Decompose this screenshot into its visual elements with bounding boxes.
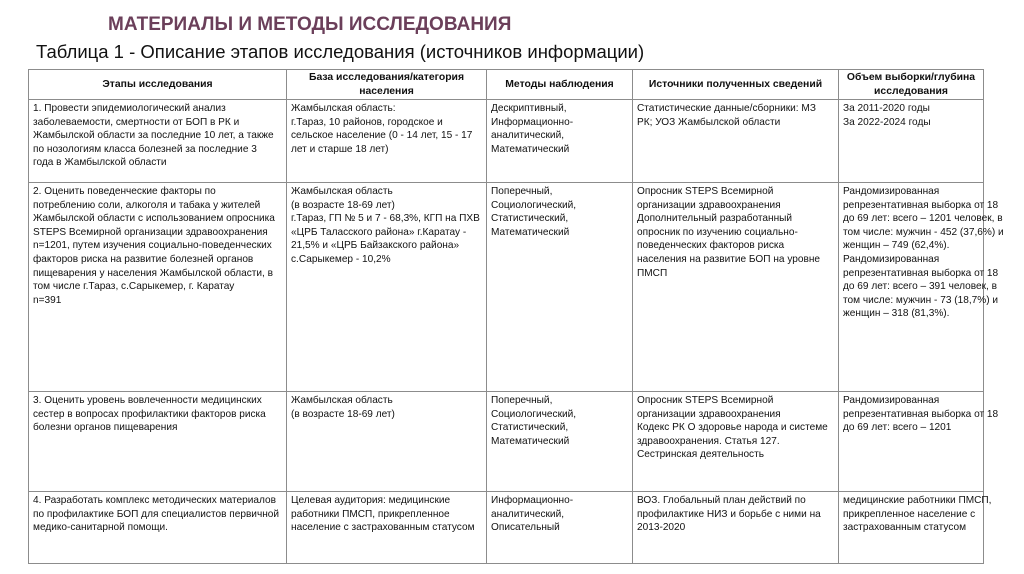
cell-line: том числе: мужчин - 452 (37,6%) и (843, 226, 1004, 238)
cell-line: факторов риска на развитие болезней органов (33, 253, 254, 265)
research-stages-table (28, 69, 1004, 564)
cell-line: потреблению соли, алкоголя и табака у жителей (33, 199, 261, 211)
cell-line: заболеваемости, смертности от БОП в РК и (33, 116, 240, 128)
cell-line: Жамбылская область: (291, 103, 396, 114)
table-header-row (29, 70, 984, 100)
cell-line: ВОЗ. Глобальный план действий по (637, 495, 806, 506)
cell-line: Жамбылской области с использованием опросника (33, 213, 275, 225)
cell-line: Описательный (491, 522, 560, 534)
cell-line: организации здравоохранения (637, 199, 781, 211)
table-cell-stage (29, 492, 287, 564)
table-cell-sample (839, 392, 999, 492)
cell-line: здравоохранения. Статья 127. (637, 435, 780, 447)
cell-line: по профилактике БОП для специалистов первичной (33, 508, 280, 520)
cell-line: том числе г.Тараз, с.Сарыкемер, г. Каратау (33, 281, 235, 293)
table-cell-sources (633, 100, 839, 183)
table-row (29, 492, 984, 564)
cell-line: Информационно- (491, 116, 574, 128)
header-stages: Этапы исследования (29, 70, 287, 100)
cell-line: 1. Провести эпидемиологический анализ (33, 103, 226, 114)
table-cell-base (287, 183, 487, 392)
table-row (29, 392, 984, 492)
cell-line: Рандомизированная (843, 395, 940, 406)
cell-line: женщин – 318 (81,3%). (843, 308, 950, 320)
cell-line: до 69 лет: всего – 1201 (843, 422, 952, 434)
cell-line: опросник по изучению социально- (637, 226, 798, 238)
cell-line: профилактике НИЗ и борьбе с ними на (637, 508, 821, 520)
header-sources: Источники полученных сведений (633, 70, 839, 100)
cell-line: n=391 (33, 294, 62, 306)
cell-line: Статистические данные/сборники: МЗ (637, 103, 816, 114)
cell-line: сестер в вопросах профилактики факторов риска (33, 408, 266, 420)
cell-line: Математический (491, 435, 570, 447)
table-cell-methods (487, 392, 633, 492)
cell-line: За 2022-2024 годы (843, 116, 931, 128)
cell-line: медико-санитарной помощи. (33, 522, 168, 534)
cell-line: (в возрасте 18-69 лет) (291, 408, 395, 420)
table-cell-stage (29, 100, 287, 183)
cell-line: с.Сарыкемер - 10,2% (291, 253, 391, 265)
cell-line: Статистический, (491, 422, 569, 434)
cell-line: аналитический, (491, 508, 565, 520)
cell-line: «ЦРБ Таласского района» г.Каратау - (291, 226, 467, 238)
cell-line: населения на развитие БОП на уровне (637, 253, 821, 265)
cell-line: репрезентативная выборка от 18 (843, 408, 999, 420)
cell-line: n=1201, путем изучения социально-поведенческих (33, 240, 272, 252)
cell-line: Рандомизированная (843, 253, 940, 265)
cell-line: 2013-2020 (637, 522, 686, 534)
table-cell-base (287, 100, 487, 183)
cell-line: пищеварения у населения Жамбылской области, в (33, 267, 273, 279)
cell-line: Математический (491, 226, 570, 238)
cell-line: поведенческих факторов риска (637, 240, 785, 252)
cell-line: РК; УОЗ Жамбылской области (637, 116, 781, 128)
cell-line: Социологический, (491, 199, 577, 211)
table-cell-sources (633, 492, 839, 564)
cell-line: прикрепленное население с (843, 508, 976, 520)
cell-line: Жамбылская область (291, 395, 393, 406)
cell-line: STEPS Всемирной организации здравоохранения (33, 226, 268, 238)
header-methods: Методы наблюдения (487, 70, 633, 100)
cell-line: Дополнительный разработанный (637, 213, 793, 225)
cell-line: Жамбылской области за последние 10 лет, а также (33, 130, 274, 142)
header-sample: Объем выборки/глубина исследования (839, 70, 984, 100)
cell-line: лет и старше 18 лет) (291, 143, 389, 155)
cell-line: Поперечный, (491, 186, 553, 197)
cell-line: женщин – 749 (62,4%). (843, 240, 950, 252)
cell-line: 21,5% и «ЦРБ Байзакского района» (291, 240, 460, 252)
cell-line: ПМСП (637, 267, 668, 279)
cell-line: года в Жамбылской области (33, 157, 167, 169)
cell-line: Математический (491, 143, 570, 155)
cell-line: болезни органов пищеварения (33, 422, 178, 434)
cell-line: организации здравоохранения (637, 408, 781, 420)
table-cell-sources (633, 392, 839, 492)
cell-line: Информационно- (491, 495, 574, 506)
cell-line: Социологический, (491, 408, 577, 420)
table-cell-methods (487, 492, 633, 564)
cell-line: том числе: мужчин - 73 (18,7%) и (843, 294, 999, 306)
cell-line: работники ПМСП, прикрепленное (291, 508, 450, 520)
table-cell-sources (633, 183, 839, 392)
cell-line: застрахованным статусом (843, 522, 967, 534)
cell-line: Дескриптивный, (491, 103, 567, 114)
cell-line: За 2011-2020 годы (843, 103, 930, 114)
section-heading: МАТЕРИАЛЫ И МЕТОДЫ ИССЛЕДОВАНИЯ (108, 14, 512, 35)
cell-line: по нозологиям класса болезней за последние 3 (33, 143, 257, 155)
table-caption: Таблица 1 - Описание этапов исследования (источников информации) (36, 41, 645, 62)
cell-line: Сестринская деятельность (637, 449, 764, 461)
cell-line: г.Тараз, 10 районов, городское и (291, 116, 443, 128)
cell-line: до 69 лет: всего – 391 человек, в (843, 281, 997, 293)
cell-line: Опросник STEPS Всемирной (637, 395, 774, 406)
cell-line: до 69 лет: всего – 1201 человек, в (843, 213, 1003, 225)
cell-line: (в возрасте 18-69 лет) (291, 199, 395, 211)
table-row (29, 183, 984, 392)
table-cell-sample (839, 183, 1004, 392)
table-row (29, 100, 984, 183)
cell-line: 3. Оценить уровень вовлеченности медицинских (33, 395, 262, 406)
table-cell-methods (487, 183, 633, 392)
cell-line: Кодекс РК О здоровье народа и системе (637, 422, 828, 434)
cell-line: 4. Разработать комплекс методических материалов (33, 495, 276, 506)
cell-line: медицинские работники ПМСП, (843, 495, 992, 506)
header-base: База исследования/категория населения (287, 70, 487, 100)
cell-line: аналитический, (491, 130, 565, 142)
cell-line: 2. Оценить поведенческие факторы по (33, 186, 216, 197)
cell-line: сельское население (0 - 14 лет, 15 - 17 (291, 130, 473, 142)
cell-line: Опросник STEPS Всемирной (637, 186, 774, 197)
cell-line: г.Тараз, ГП № 5 и 7 - 68,3%, КГП на ПХВ (291, 213, 480, 225)
cell-line: Статистический, (491, 213, 569, 225)
table-cell-stage (29, 183, 287, 392)
cell-line: Жамбылская область (291, 186, 393, 197)
cell-line: Рандомизированная (843, 186, 940, 197)
cell-line: Целевая аудитория: медицинские (291, 495, 451, 506)
table-cell-methods (487, 100, 633, 183)
cell-line: население с застрахованным статусом (291, 522, 475, 534)
table-cell-sample (839, 100, 984, 183)
table-cell-sample (839, 492, 992, 564)
cell-line: репрезентативная выборка от 18 (843, 267, 999, 279)
table-cell-base (287, 392, 487, 492)
table-cell-stage (29, 392, 287, 492)
cell-line: репрезентативная выборка от 18 (843, 199, 999, 211)
table-cell-base (287, 492, 487, 564)
cell-line: Поперечный, (491, 395, 553, 406)
